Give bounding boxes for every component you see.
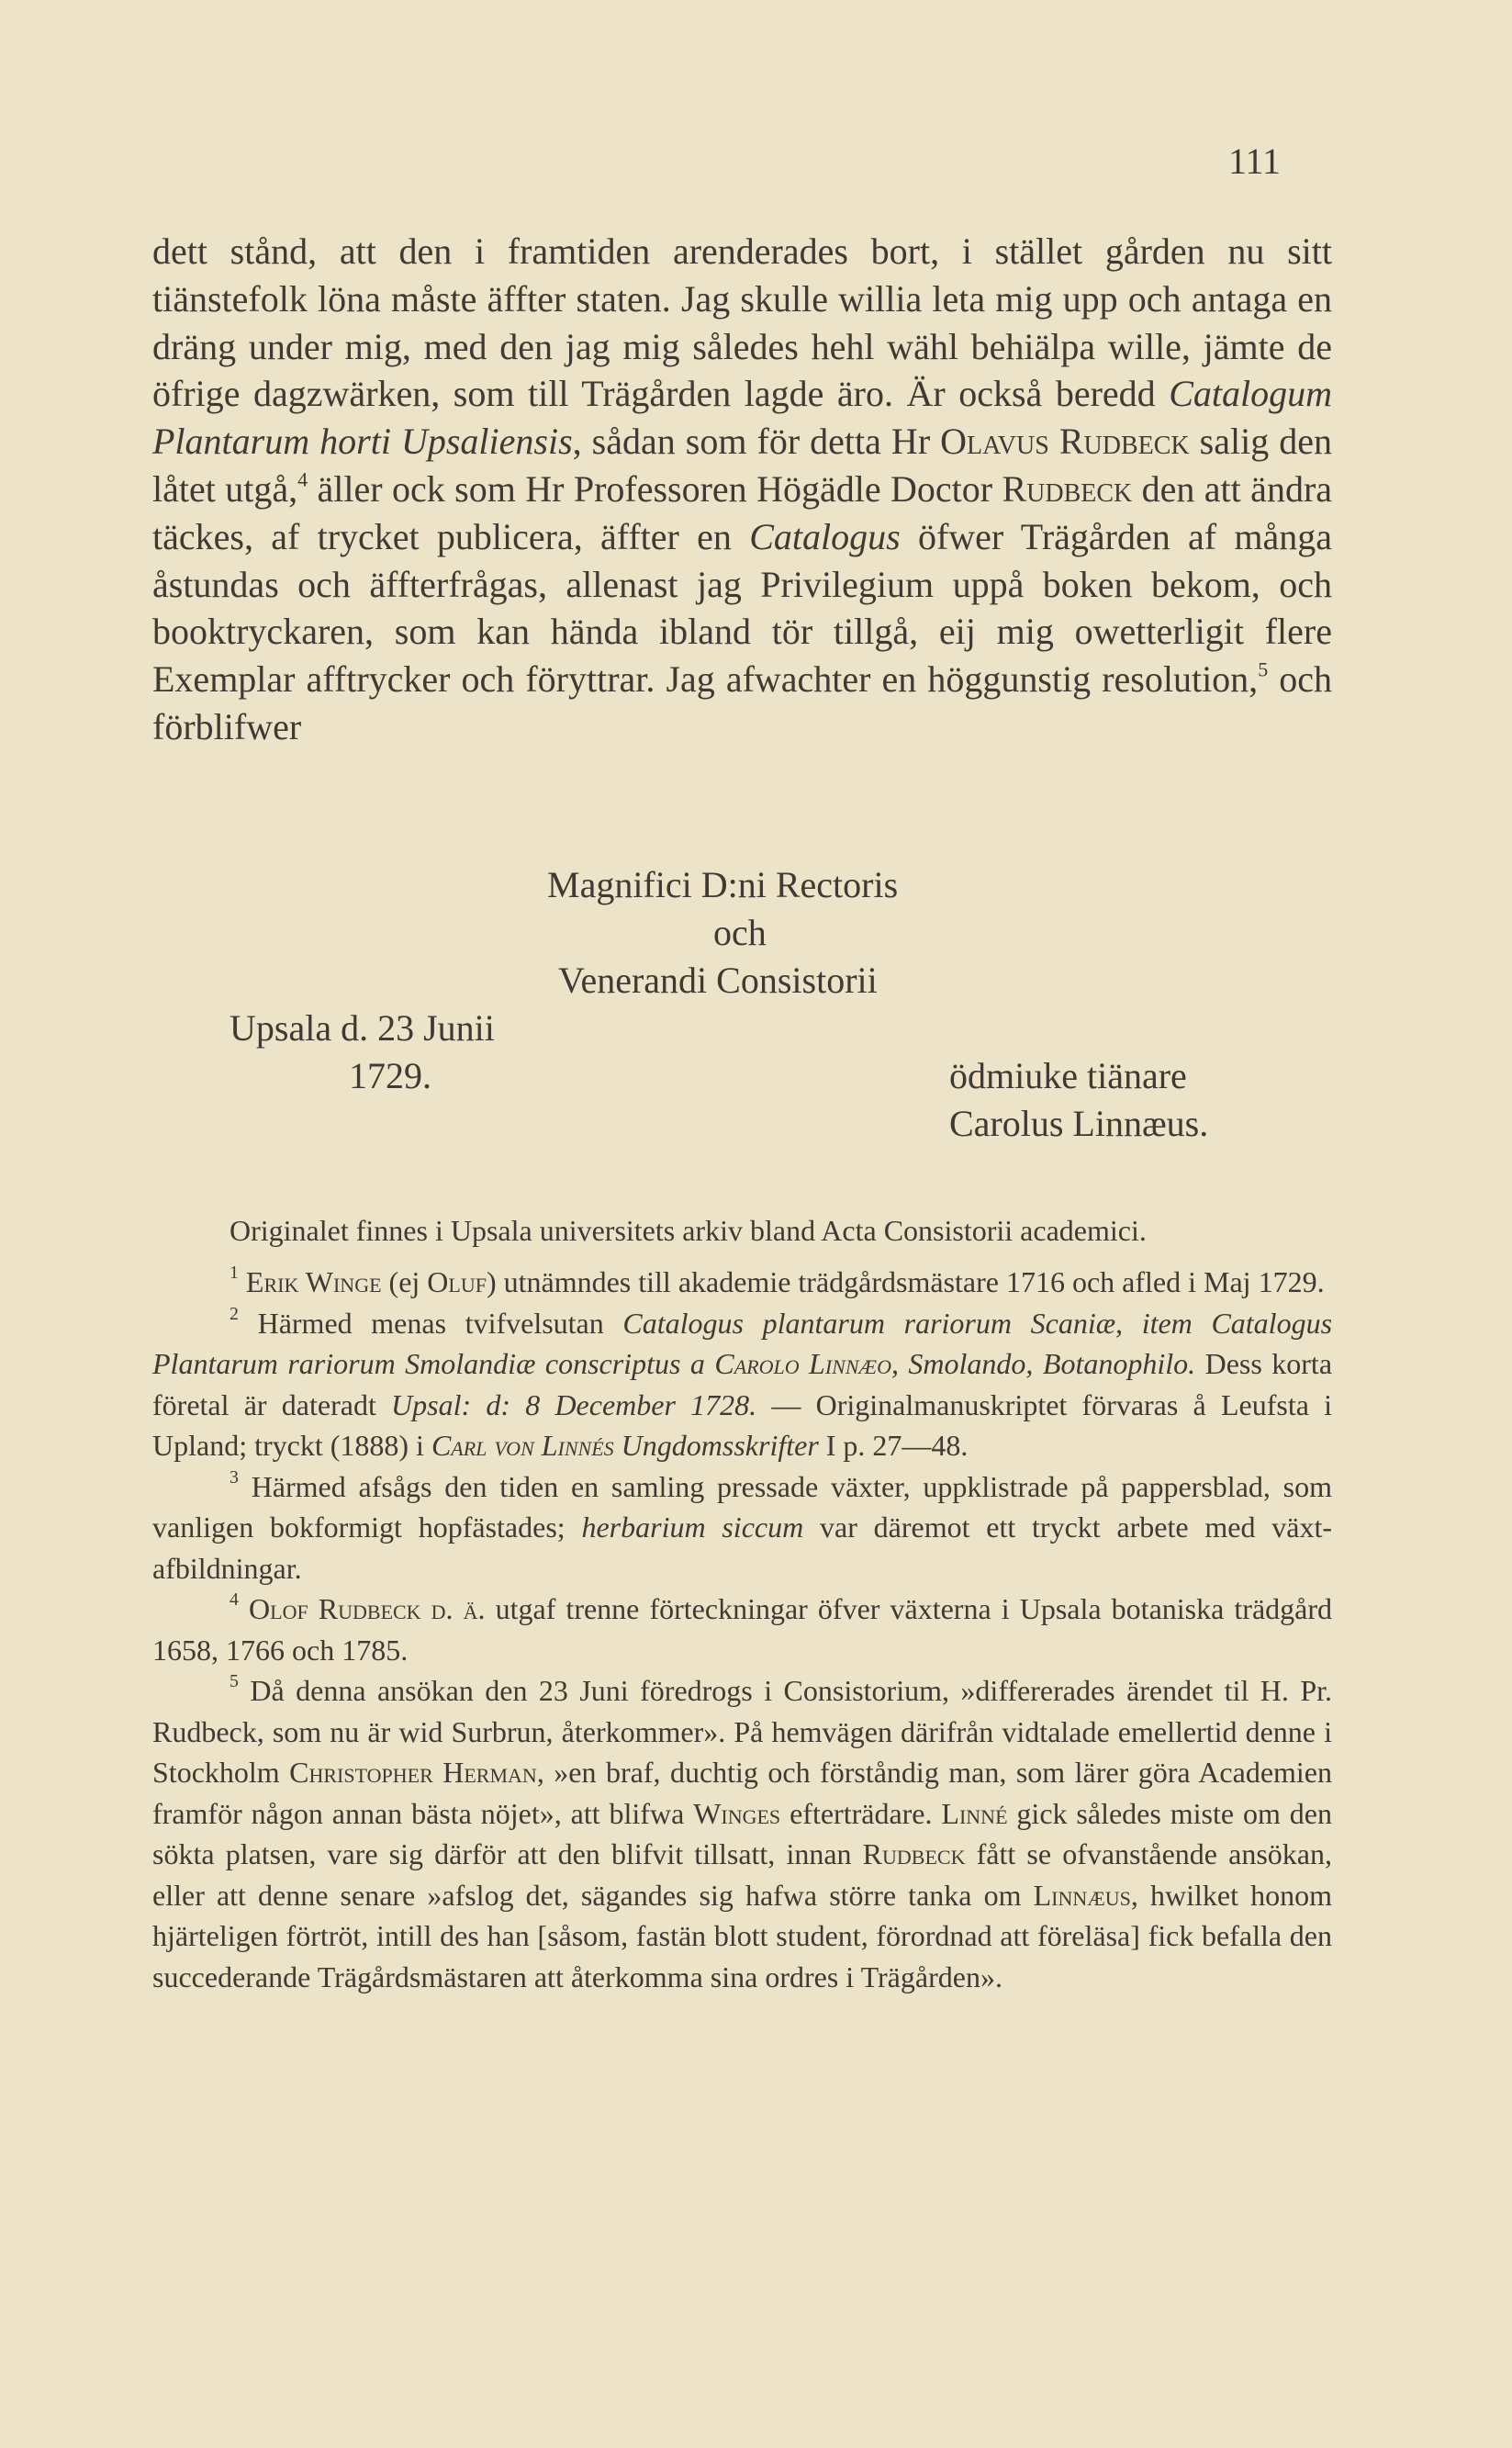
footnotes [152,1262,1332,1997]
body-text: salig den låtet utgå, [152,421,1332,510]
person-name: Linnæus [1033,1878,1131,1912]
footnote-4 [152,1589,1332,1670]
work-title: , Smolando, Botanophilo. [890,1347,1196,1380]
person-name: Olavus Rudbeck [940,421,1190,463]
author-name: Carolo Linnæo [714,1347,891,1380]
author-name: Carl von Linnés [431,1429,614,1462]
footnote-text: , hwilket honom hjärteligen förtröt, intill des han [såsom, fastän blott student, förordnad att föreläsa] fick befalla den succederande Trägårdsmästaren att återkomma sina ordres i Trägården». [152,1878,1333,1993]
footnote-number: 1 [230,1263,239,1284]
body-text: dett stånd, att den i framtiden arenderades bort, i stället gården nu sitt tiänstefolk löna måste äffter staten. Jag skulle willia leta mig upp och antaga en dräng under mig, med den jag mig således hehl wähl behiälpa wille, jämte de öfrige dagzwärken, som till Trägården lagde äro. Är också beredd [152,230,1332,415]
body-text: äller ock som Hr Professoren Högädle Doctor [308,467,1002,510]
person-name: Oluf [427,1265,487,1298]
person-name: Rudbeck [862,1837,966,1870]
body-text: , sådan som för detta Hr [572,421,941,463]
footnote-text: gick således miste om den sökta platsen, vare sig därför att den blifvit tillsatt, innan [152,1796,1333,1870]
footnote-5 [152,1670,1332,1997]
footnote-text: Då denna ansökan den 23 Juni föredrogs i Consistorium, »differerades ärendet til H. Pr. Rudbeck, som nu är wid Surbrun, återkommer». På hemvägen därifrån vidtalade emellertid denne i Stockholm [152,1674,1333,1789]
catalogue-word: Catalogus [749,515,901,557]
work-title: Ungdomsskrifter [613,1429,819,1462]
footnote-text: efterträdare. [780,1796,942,1830]
humble-servant: ödmiuke tiänare [949,1055,1187,1096]
footnote-text: utgaf trenne förteckningar öfver växterna i Upsala botaniska trädgård 1658, 1766 och 1785. [152,1592,1333,1667]
person-name: Erik Winge [245,1265,382,1298]
work-title: Catalogus plantarum rariorum Scaniæ, item Catalogus Plantarum rariorum Smolandiæ conscriptus a [152,1306,1333,1380]
catalogue-title: Catalogum Plantarum horti Upsaliensis [152,373,1332,463]
footnote-text: (ej [381,1265,428,1298]
latin-term: herbarium siccum [581,1510,804,1544]
body-text: och förblifwer [152,658,1332,747]
footnote-text: ) utnämndes till akademie trädgårdsmästare 1716 och afled i Maj 1729. [486,1265,1325,1298]
body-text: öfwer Trägården af många åstundas och äffterfrågas, allenast jag Privilegium uppå boken bekom, och booktryckaren, som kan hända ibland tör tillgå, eij mig owetterligit flere Exemplar afftrycker och föryttrar. Jag afwachter en höggunstig resolution, [152,515,1333,701]
footnote-number: 2 [230,1303,239,1324]
footnote-text: — Originalmanuskriptet förvaras å Leufsta i Upland; tryckt (1888) i [152,1387,1333,1462]
footnote-3 [152,1466,1332,1589]
footnote-text: fått se ofvanstående ansökan, eller att denne senare »afslog det, sägandes sig hafwa större tanka om [152,1837,1332,1912]
footnote-text: Härmed afsågs den tiden en samling pressade växter, uppklistrade på pappersblad, som vanligen bokformigt hopfästades; [152,1469,1333,1544]
salutation-line-3: Venerandi Consistorii [558,960,878,1001]
salutation-line-1: Magnifici D:ni Rectoris [547,864,899,905]
body-text: den att ändra täckes, af trycket publicera, äffter en [152,467,1333,557]
source-note: Originalet finnes i Upsala universitets arkiv bland Acta Consistorii academici. [230,1214,1147,1247]
page-number: 111 [1228,140,1282,182]
footnote-2 [152,1303,1332,1466]
person-name: Rudbeck [1002,467,1133,510]
footnote-number: 5 [230,1671,239,1692]
person-name: Winges [693,1796,781,1830]
place-date: Upsala d. 23 Junii [230,1007,495,1049]
footnote-ref-5[interactable]: 5 [1258,657,1269,681]
footnote-number: 3 [230,1466,239,1488]
person-name: Linné [941,1796,1008,1830]
footnote-number: 4 [230,1589,239,1611]
letter-paragraph [152,228,1332,751]
footnote-text: Dess korta företal är dateradt [152,1347,1333,1421]
letter-body [152,228,1332,751]
person-name: Christopher Herman [289,1756,537,1789]
footnote-text: var däremot ett tryckt arbete med växt-afbildningar. [152,1510,1333,1585]
year: 1729. [349,1055,431,1096]
footnote-text: I p. 27—48. [818,1429,969,1462]
salutation-line-2: och [713,912,767,953]
signature: Carolus Linnæus. [949,1103,1209,1144]
footnote-text: , »en braf, duchtig och förståndig man, som lärer göra Academien framför någon annan bästa nöjet», att blifwa [152,1756,1332,1830]
footnote-ref-4[interactable]: 4 [297,467,308,491]
footnote-text: Härmed menas tvifvelsutan [257,1306,623,1340]
footnote-1 [152,1262,1332,1303]
person-name: Olof Rudbeck d. ä. [249,1592,486,1625]
preface-date: Upsal: d: 8 December 1728. [391,1387,757,1421]
